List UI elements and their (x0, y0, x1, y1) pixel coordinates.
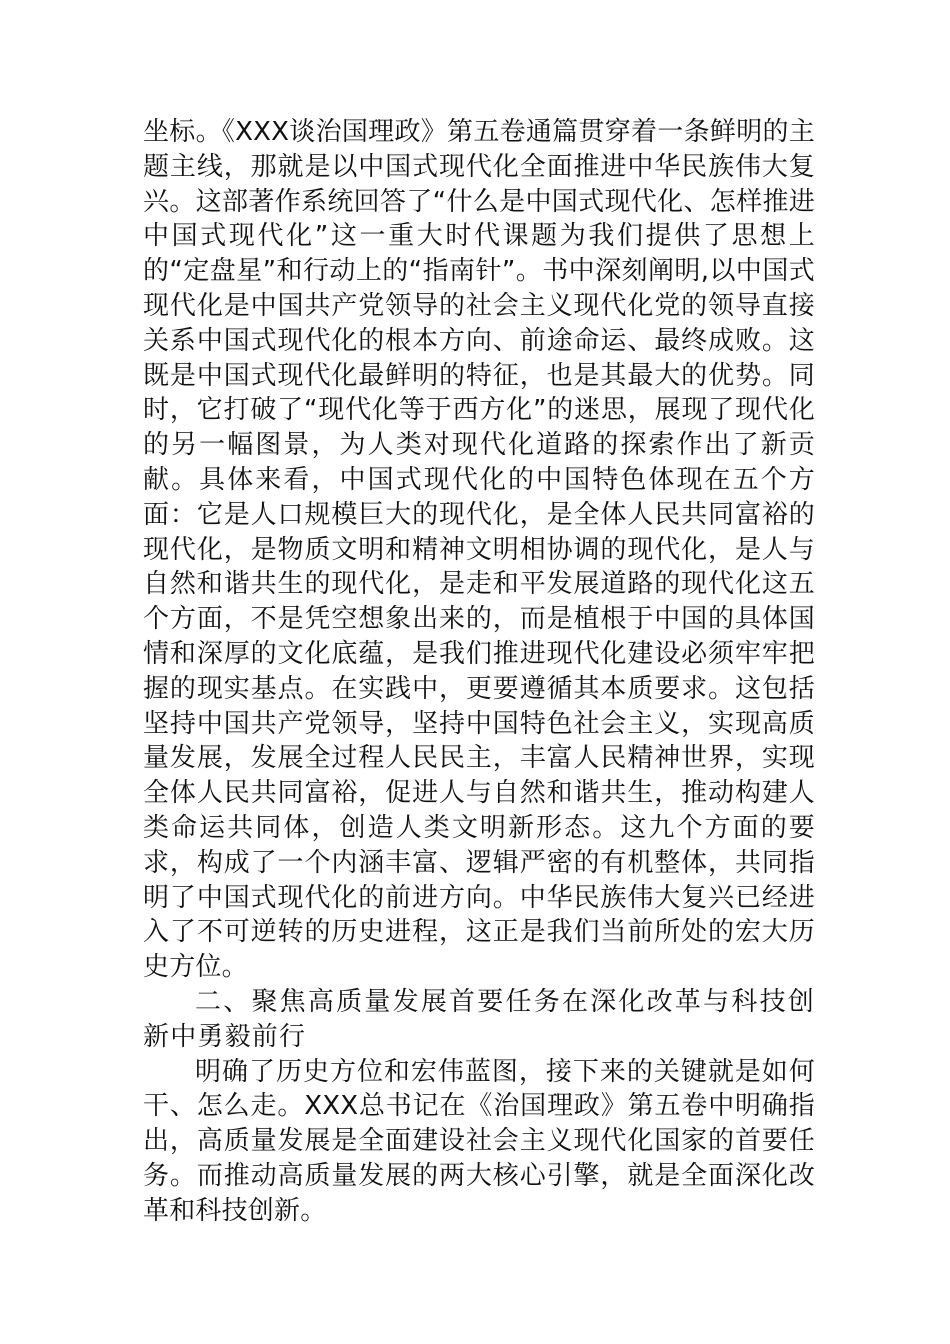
closing-paragraph: 明确了历史方位和宏伟蓝图，接下来的关键就是如何干、怎么走。XXX总书记在《治国理政》第五卷中明确指出，高质量发展是全面建设社会主义现代化国家的首要任务。而推动高质量发展的两大核心引擎，就是全面深化改革和科技创新。 (143, 1056, 815, 1226)
body-paragraph: 坐标。《XXX谈治国理政》第五卷通篇贯穿着一条鲜明的主题主线，那就是以中国式现代化全面推进中华民族伟大复兴。这部著作系统回答了“什么是中国式现代化、怎样推进中国式现代化”这一重大时代课题为我们提供了思想上的“定盘星”和行动上的“指南针”。书中深刻阐明,以中国式现代化是中国共产党领导的社会主义现代化党的领导直接关系中国式现代化的根本方向、前途命运、最终成败。这既是中国式现代化最鲜明的特征，也是其最大的优势。同时，它打破了“现代化等于西方化”的迷思，展现了现代化的另一幅图景，为人类对现代化道路的探索作出了新贡献。具体来看，中国式现代化的中国特色体现在五个方面：它是人口规模巨大的现代化，是全体人民共同富裕的现代化，是物质文明和精神文明相协调的现代化，是人与自然和谐共生的现代化，是走和平发展道路的现代化这五个方面，不是凭空想象出来的，而是植根于中国的具体国情和深厚的文化底蕴，是我们推进现代化建设必须牢牢把握的现实基点。在实践中，更要遵循其本质要求。这包括坚持中国共产党领导，坚持中国特色社会主义，实现高质量发展，发展全过程人民民主，丰富人民精神世界，实现全体人民共同富裕，促进人与自然和谐共生，推动构建人类命运共同体，创造人类文明新形态。这九个方面的要求，构成了一个内涵丰富、逻辑严密的有机整体，共同指明了中国式现代化的前进方向。中华民族伟大复兴已经进入了不可逆转的历史进程，这正是我们当前所处的宏大历史方位。 (143, 117, 815, 983)
section-heading: 二、聚焦高质量发展首要任务在深化改革与科技创新中勇毅前行 (143, 986, 815, 1052)
document-body (143, 115, 815, 1229)
